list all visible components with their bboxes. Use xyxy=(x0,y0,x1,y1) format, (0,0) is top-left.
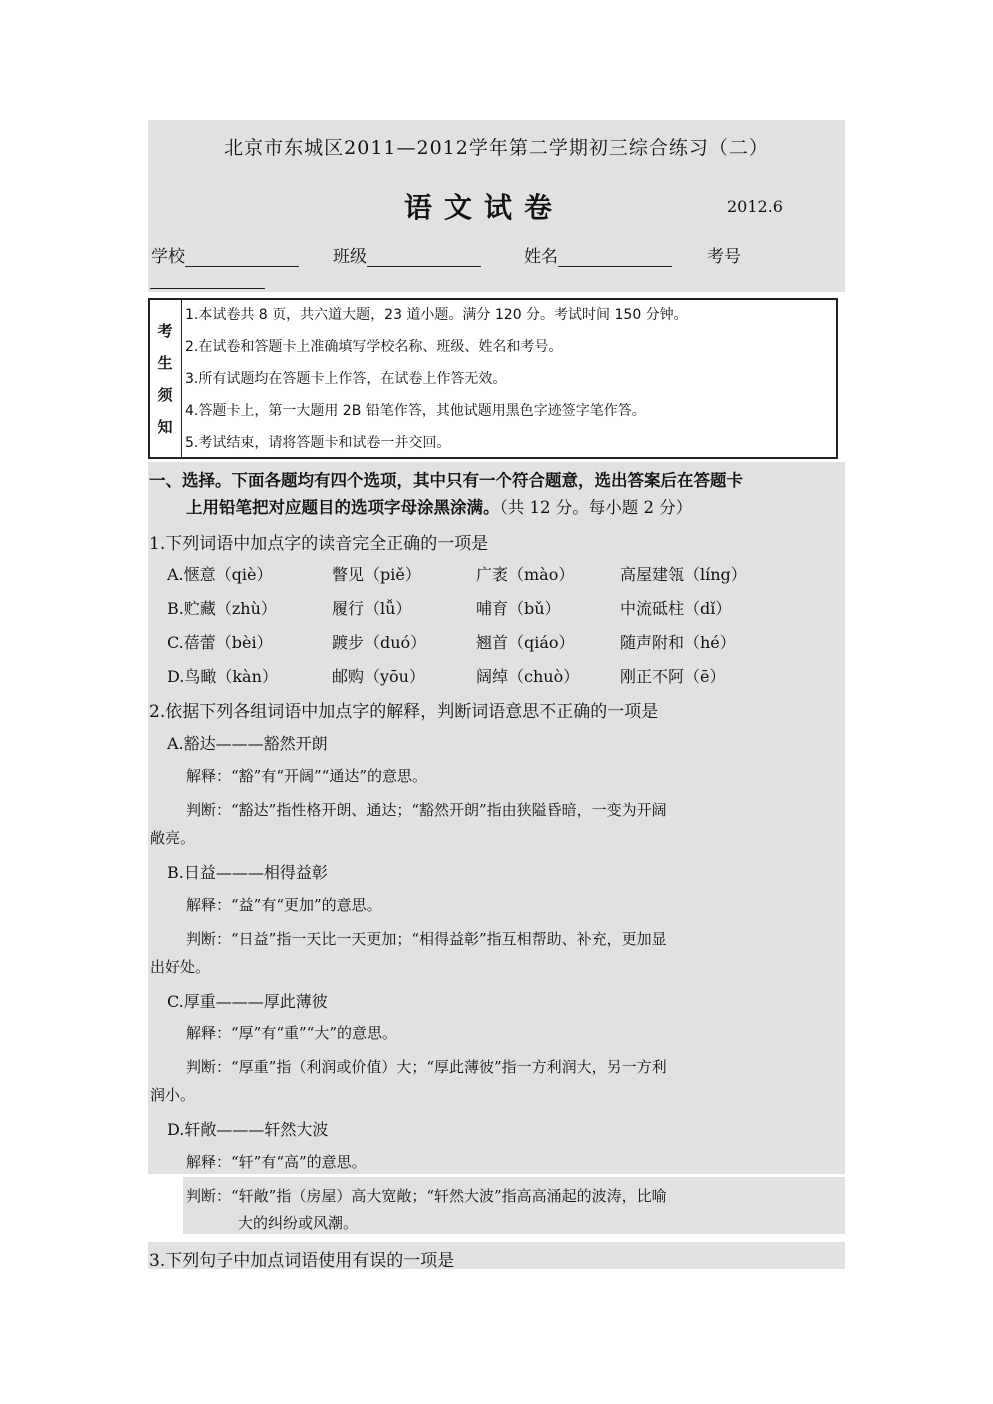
q1-option-d[interactable]: D.鸟瞰（kàn） xyxy=(167,667,278,686)
field-exam-number[interactable] xyxy=(707,242,741,267)
notice-label-char: 知 xyxy=(157,418,173,436)
q2-option-b[interactable]: B.日益———相得益彰 xyxy=(167,863,328,882)
q2-b-judge-cont: 出好处。 xyxy=(150,958,211,976)
q2-c-explain: 解释：“厚”有“重”“大”的意思。 xyxy=(186,1024,398,1042)
q1-word: 随声附和（hé） xyxy=(620,633,736,652)
q1-word: 阔绰（chuò） xyxy=(476,667,580,686)
q2-option-c[interactable]: C.厚重———厚此薄彼 xyxy=(167,992,328,1011)
notice-item: 4.答题卡上，第一大题用 2B 铅笔作答，其他试题用黑色字迹签字笔作答。 xyxy=(185,403,646,419)
exam-number-blank[interactable] xyxy=(150,272,265,289)
field-name-label: 姓名 xyxy=(524,247,558,267)
q1-option-a[interactable]: A.惬意（qiè） xyxy=(167,565,273,584)
class-blank[interactable] xyxy=(367,246,481,267)
q2-d-judge-cont: 大的纠纷或风潮。 xyxy=(238,1214,359,1232)
exam-date: 2012.6 xyxy=(727,197,783,216)
q2-d-explain: 解释：“轩”有“高”的意思。 xyxy=(186,1153,367,1171)
section1-heading-line2 xyxy=(186,494,692,518)
question-3-stem: 3.下列句子中加点词语使用有误的一项是 xyxy=(149,1251,455,1271)
q1-option-b[interactable]: B.贮藏（zhù） xyxy=(167,599,277,618)
q1-option-c[interactable]: C.蓓蕾（bèi） xyxy=(167,633,273,652)
section1-heading-score: （共 12 分。每小题 2 分） xyxy=(499,498,693,517)
q2-option-d[interactable]: D.轩敞———轩然大波 xyxy=(167,1120,329,1139)
q1-word: 中流砥柱（dǐ） xyxy=(620,599,732,618)
notice-item: 5.考试结束，请将答题卡和试卷一并交回。 xyxy=(185,435,451,451)
q2-b-judge: 判断：“日益”指一天比一天更加；“相得益彰”指互相帮助、补充，更加显 xyxy=(186,930,667,948)
field-class-label: 班级 xyxy=(333,247,367,267)
field-school-label: 学校 xyxy=(151,247,185,267)
field-school[interactable] xyxy=(151,242,299,267)
paper-subtitle: 语文试卷 xyxy=(404,191,565,224)
question-2-stem: 2.依据下列各组词语中加点字的解释，判断词语意思不正确的一项是 xyxy=(149,702,659,722)
q1-word: 哺育（bǔ） xyxy=(476,599,561,618)
q1-word: 翘首（qiáo） xyxy=(476,633,575,652)
section1-heading-line1: 一、选择。下面各题均有四个选项，其中只有一个符合题意，选出答案后在答题卡 xyxy=(149,471,743,490)
field-class[interactable] xyxy=(333,242,481,267)
notice-label-char: 须 xyxy=(157,386,173,404)
field-name[interactable] xyxy=(524,242,672,267)
page-title: 北京市东城区2011—2012学年第二学期初三综合练习（二） xyxy=(224,137,769,159)
notice-item: 1.本试卷共 8 页，共六道大题，23 道小题。满分 120 分。考试时间 150 分钟。 xyxy=(185,307,688,323)
notice-label xyxy=(150,300,182,457)
q1-word: 瞥见（piě） xyxy=(332,565,421,584)
q1-word: 高屋建瓴（líng） xyxy=(620,565,747,584)
q2-d-judge: 判断：“轩敞”指（房屋）高大宽敞；“轩然大波”指高高涌起的波涛，比喻 xyxy=(186,1187,667,1205)
name-blank[interactable] xyxy=(558,246,672,267)
q2-a-judge: 判断：“豁达”指性格开朗、通达；“豁然开朗”指由狭隘昏暗，一变为开阔 xyxy=(186,801,667,819)
notice-label-char: 生 xyxy=(157,354,173,372)
q1-word: 刚正不阿（ē） xyxy=(620,667,726,686)
q1-word: 踱步（duó） xyxy=(332,633,427,652)
q2-a-judge-cont: 敞亮。 xyxy=(150,829,196,847)
notice-item: 3.所有试题均在答题卡上作答，在试卷上作答无效。 xyxy=(185,371,507,387)
school-blank[interactable] xyxy=(185,246,299,267)
q1-word: 邮购（yōu） xyxy=(332,667,425,686)
q2-c-judge-cont: 润小。 xyxy=(150,1086,196,1104)
question-1-stem: 1.下列词语中加点字的读音完全正确的一项是 xyxy=(149,534,489,554)
field-exam-number-label: 考号 xyxy=(707,247,741,267)
q2-option-a[interactable]: A.豁达———豁然开朗 xyxy=(167,734,328,753)
q1-word: 广袤（mào） xyxy=(476,565,575,584)
q2-b-explain: 解释：“益”有“更加”的意思。 xyxy=(186,896,382,914)
notice-label-char: 考 xyxy=(157,322,173,340)
notice-item: 2.在试卷和答题卡上准确填写学校名称、班级、姓名和考号。 xyxy=(185,339,563,355)
q1-word: 履行（lǚ） xyxy=(332,599,412,618)
q2-c-judge: 判断：“厚重”指（利润或价值）大；“厚此薄彼”指一方利润大，另一方利 xyxy=(186,1058,667,1076)
q2-a-explain: 解释：“豁”有“开阔”“通达”的意思。 xyxy=(186,767,428,785)
exam-notice-box xyxy=(148,298,838,459)
section1-heading-bold: 上用铅笔把对应题目的选项字母涂黑涂满。 xyxy=(186,498,500,517)
